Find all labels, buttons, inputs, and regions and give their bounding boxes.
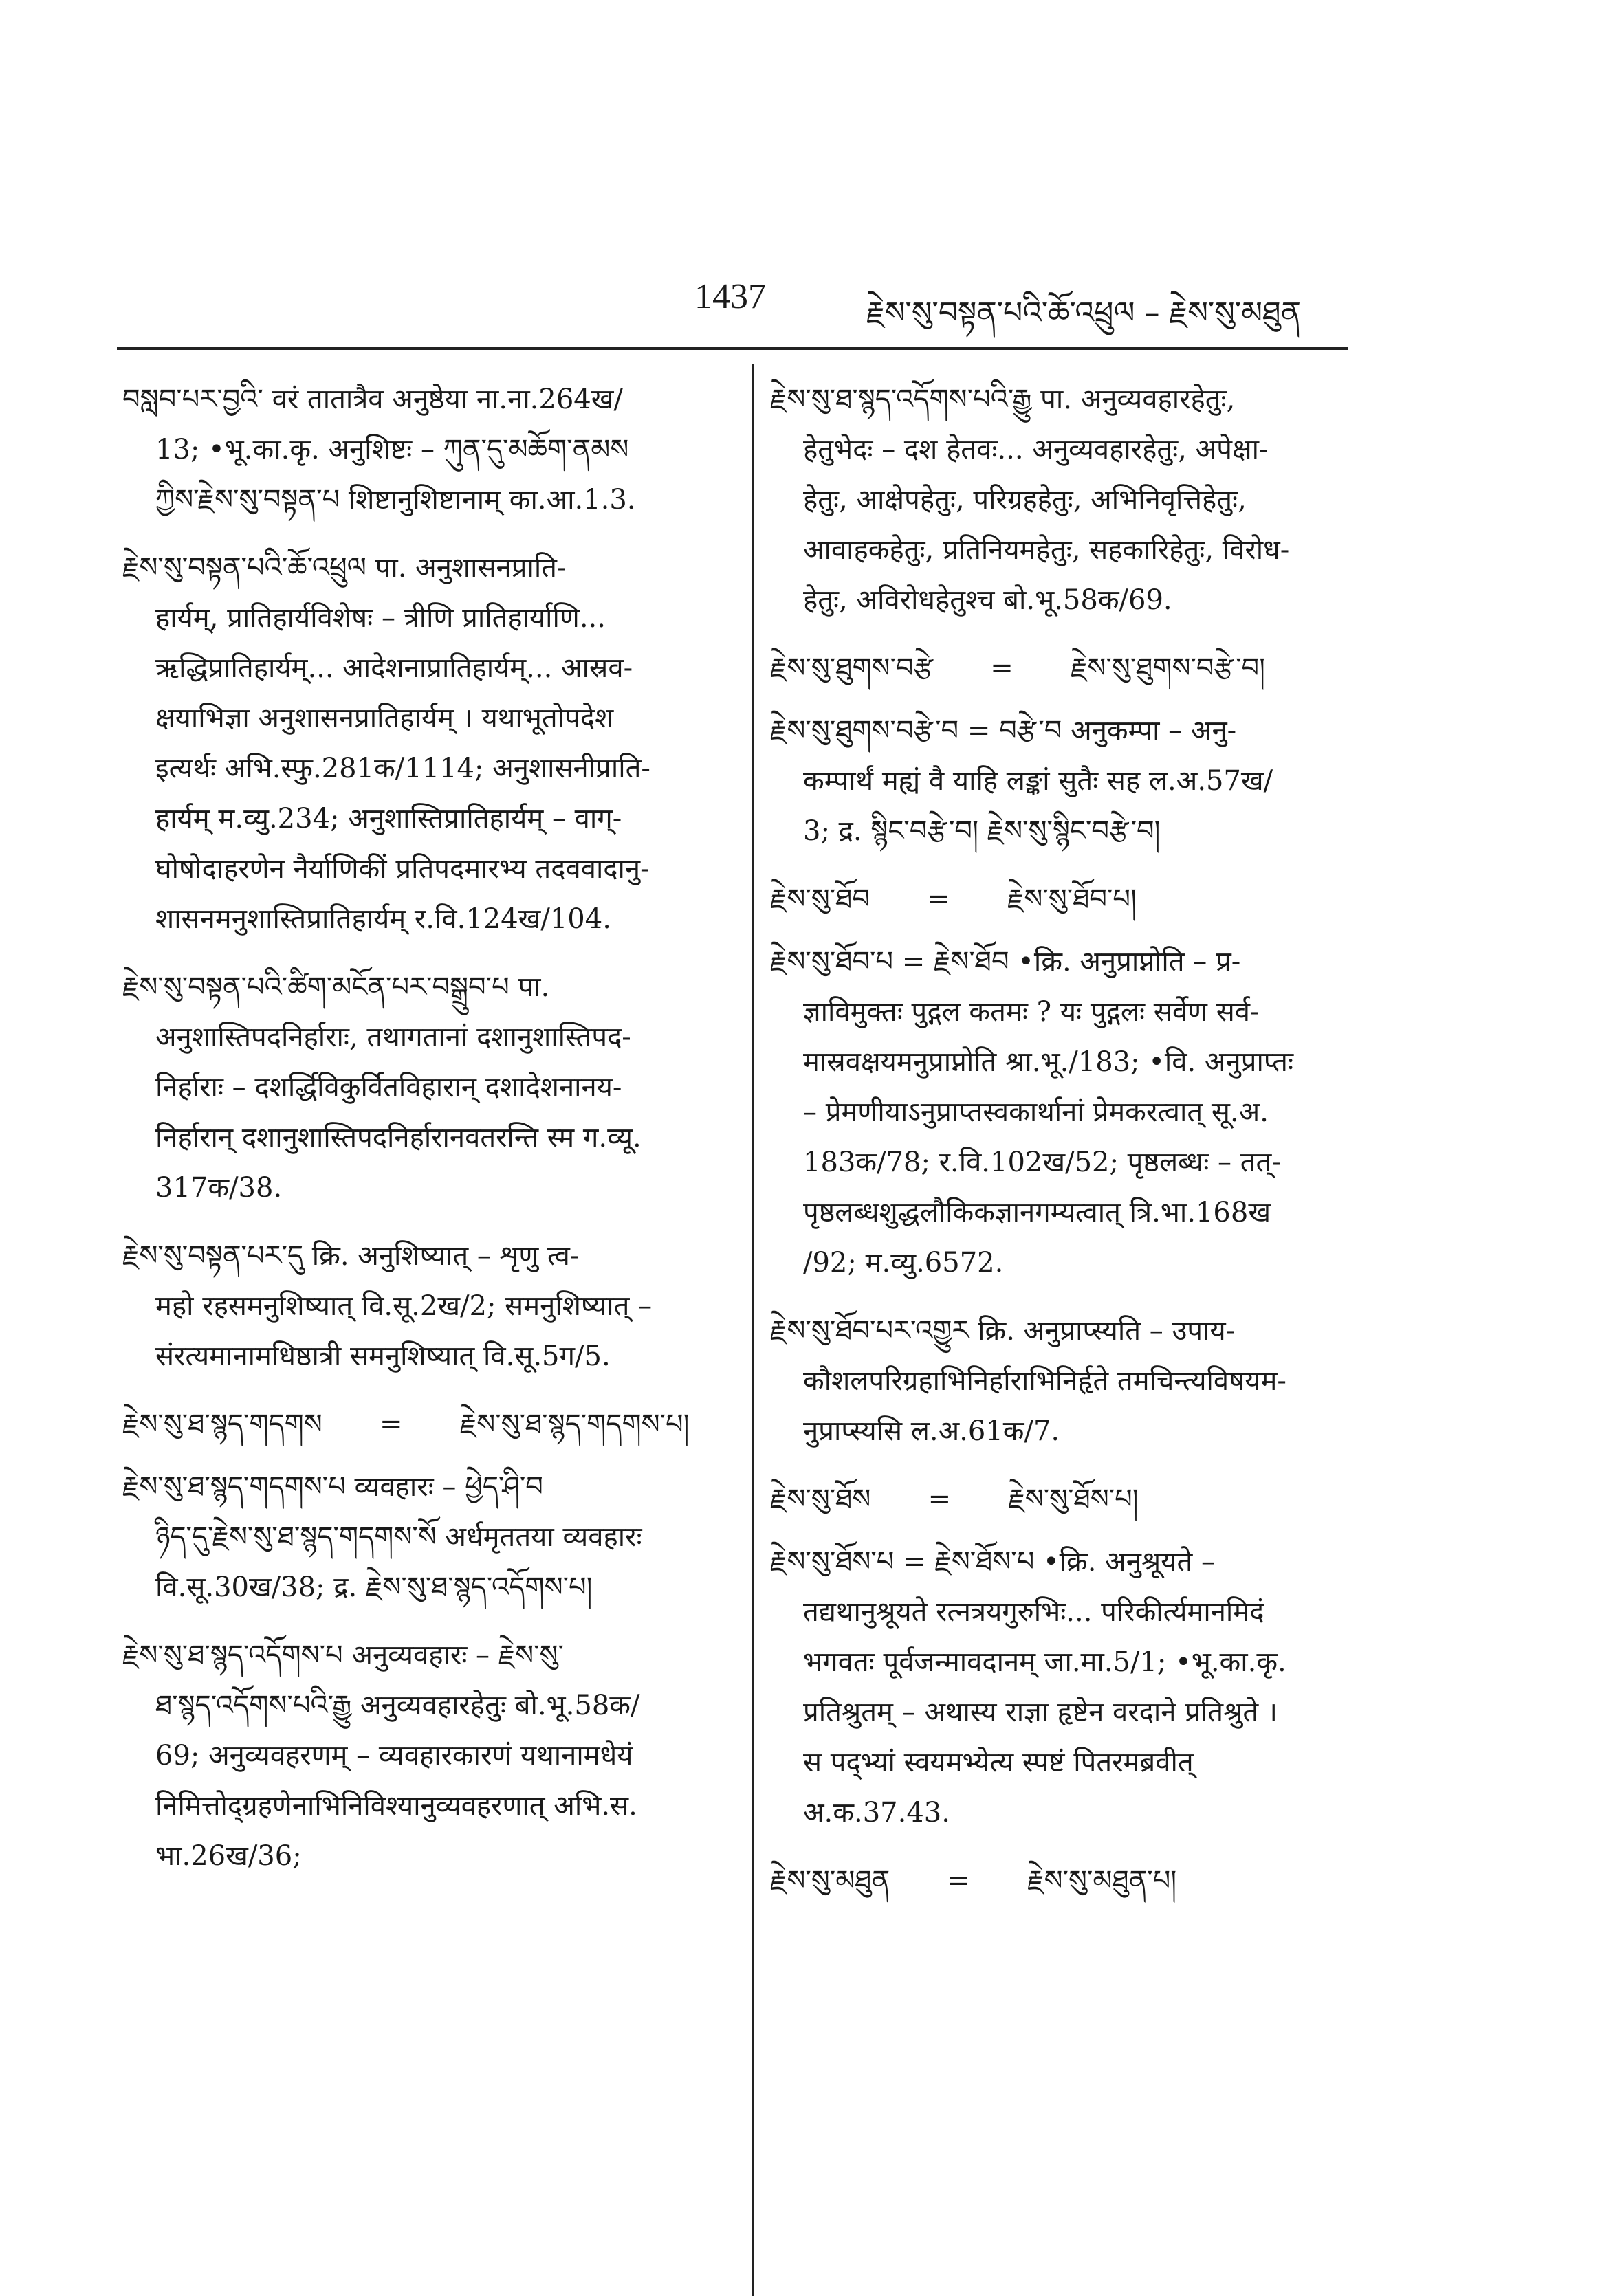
equals-sign: =: [947, 1865, 970, 1897]
entry-headword: རྗེས་སུ་ཐ་སྙད་གདགས: [122, 1409, 322, 1440]
entry-line: हेतुः, अविरोधहेतुश्च बो.भू.58क/69.: [803, 584, 1172, 616]
entry-first-line: བསླབ་པར་བྱའི་ वरं तातात्रैव अनुष्ठेया ना.ना.264ख/: [122, 384, 623, 415]
entry-line: 183क/78; र.वि.102ख/52; पृष्ठलब्धः – तत्-: [803, 1147, 1281, 1178]
entry-line: पृष्ठलब्धशुद्धलौकिकज्ञानगम्यत्वात् त्रि.भा.168ख: [803, 1197, 1271, 1228]
reference-target: རྗེས་སུ་ཐོབ་པ།: [1007, 883, 1137, 915]
entry-line: हेतुभेदः – दश हेतवः... अनुव्यवहारहेतुः, अपेक्षा-: [803, 434, 1269, 465]
entry-line: हेतुः, आक्षेपहेतुः, परिग्रहहेतुः, अभिनिवृत्तिहेतुः,: [803, 484, 1247, 516]
cross-reference-entry: [770, 874, 1368, 925]
entry-headword: རྗེས་སུ་ཐུགས་བརྩེ: [770, 652, 933, 684]
entry-line: 69; अनुव्यवहरणम् – व्यवहारकारणं यथानामधेयं: [155, 1740, 633, 1771]
column-divider: [752, 364, 754, 2296]
reference-target: རྗེས་སུ་ཐ་སྙད་གདགས་པ།: [459, 1409, 690, 1440]
left-column: [122, 375, 741, 1899]
entry-line: हार्यम्, प्रातिहार्यविशेषः – त्रीणि प्रातिहार्याणि...: [155, 602, 606, 634]
entry-first-line: རྗེས་སུ་ཐ་སྙད་གདགས་པ व्यवहारः – ཕྱེད་ཤི་བ: [122, 1471, 543, 1503]
entry-line: शासनमनुशास्तिप्रातिहार्यम् र.वि.124ख/104.: [155, 903, 611, 935]
entry-line: मास्रवक्षयमनुप्राप्नोति श्रा.भू./183; •वि. अनुप्राप्तः: [803, 1046, 1294, 1078]
cross-reference-entry: [770, 1856, 1368, 1906]
entry-line: ज्ञाविमुक्तः पुद्गल कतमः ? यः पुद्गलः सर्वेण सर्व-: [803, 996, 1260, 1028]
dictionary-entry: [122, 1631, 741, 1881]
entry-first-line: རྗེས་སུ་ཐུགས་བརྩེ་བ = བརྩེ་བ अनुकम्पा – अनु-: [770, 715, 1237, 747]
entry-first-line: རྗེས་སུ་ཐོབ་པར་འགྱུར क्रि. अनुप्राप्स्यति – उपाय-: [770, 1315, 1236, 1347]
reference-target: རྗེས་སུ་མཐུན་པ།: [1027, 1865, 1177, 1897]
entry-line: अ.क.37.43.: [803, 1797, 950, 1829]
entry-headword: རྗེས་སུ་ཐོས: [770, 1483, 871, 1515]
entry-line: निमित्तोद्ग्रहणेनाभिनिविश्यानुव्यवहरणात् अभि.स.: [155, 1790, 637, 1822]
dictionary-entry: [122, 375, 741, 525]
header-rule: [117, 347, 1348, 350]
page-number: 1437: [694, 277, 766, 316]
entry-line: कौशलपरिग्रहाभिनिर्हाराभिनिर्हृते तमचिन्त्यविषयम-: [803, 1365, 1286, 1397]
entry-line: ཀྱིས་རྗེས་སུ་བསྟན་པ शिष्टानुशिष्टानाम् का.आ.1.3.: [155, 484, 636, 516]
running-head: རྗེས་སུ་བསྟན་པའི་ཆོ་འཕྲུལ – རྗེས་སུ་མཐུན: [866, 296, 1301, 331]
entry-line: निर्हारान् दशानुशास्तिपदनिर्हारानवतरन्ति स्म ग.व्यू.: [155, 1122, 642, 1153]
entry-first-line: རྗེས་སུ་ཐོས་པ = རྗེས་ཐོས་པ •क्रि. अनुश्रूयते –: [770, 1546, 1215, 1578]
dictionary-entry: [770, 1306, 1368, 1457]
entry-line: तद्यथानुश्रूयते रत्नत्रयगुरुभिः... परिकीर्त्यमानमिदं: [803, 1596, 1264, 1628]
entry-line: घोषोदाहरणेन नैर्याणिकीं प्रतिपदमारभ्य तदववादानु-: [155, 853, 650, 885]
entry-line: 3; द्र. སྙིང་བརྩེ་བ། རྗེས་སུ་སྙིང་བརྩེ་བ།: [803, 815, 1161, 847]
entry-first-line: རྗེས་སུ་བསྟན་པར་དུ क्रि. अनुशिष्यात् – शृणु त्व-: [122, 1240, 580, 1272]
entry-line: स पद्भ्यां स्वयमभ्येत्य स्पष्टं पितरमब्रवीत्: [803, 1747, 1194, 1778]
entry-line: ऋद्धिप्रातिहार्यम्... आदेशनाप्रातिहार्यम्... आस्रव-: [155, 652, 633, 684]
reference-target: རྗེས་སུ་ཐུགས་བརྩེ་བ།: [1070, 652, 1266, 684]
dictionary-entry: [122, 1231, 741, 1382]
cross-reference-entry: [122, 1400, 741, 1450]
entry-line: /92; म.व्यु.6572.: [803, 1247, 1004, 1279]
entry-first-line: རྗེས་སུ་བསྟན་པའི་ཚིག་མངོན་པར་བསྒྲུབ་པ पा.: [122, 971, 550, 1003]
dictionary-entry: [770, 375, 1368, 626]
cross-reference-entry: [770, 1475, 1368, 1525]
equals-sign: =: [928, 1483, 952, 1515]
reference-target: རྗེས་སུ་ཐོས་པ།: [1008, 1483, 1139, 1515]
entry-line: इत्यर्थः अभि.स्फु.281क/1114; अनुशासनीप्राति-: [155, 753, 650, 784]
dictionary-entry: [770, 1537, 1368, 1838]
dictionary-entry: [770, 937, 1368, 1288]
cross-reference-entry: [770, 643, 1368, 694]
dictionary-entry: [122, 543, 741, 945]
entry-line: निर्हाराः – दशर्द्धिविकुर्वितविहारान् दशादेशनानय-: [155, 1072, 622, 1103]
entry-line: भगवतः पूर्वजन्मावदानम् जा.मा.5/1; •भू.का.कृ.: [803, 1646, 1286, 1678]
entry-line: आवाहकहेतुः, प्रतिनियमहेतुः, सहकारिहेतुः, विरोध-: [803, 534, 1290, 566]
entry-line: कम्पार्थं मह्यं वै याहि लङ्कां सुतैः सह ल.अ.57ख/: [803, 765, 1273, 797]
entry-line: प्रतिश्रुतम् – अथास्य राज्ञा हृष्टेन वरदाने प्रतिश्रुते ।: [803, 1697, 1278, 1728]
entry-line: नुप्राप्स्यसि ल.अ.61क/7.: [803, 1415, 1060, 1447]
entry-line: 317क/38.: [155, 1172, 283, 1204]
dictionary-entry: [122, 962, 741, 1213]
entry-first-line: རྗེས་སུ་ཐ་སྙད་འདོགས་པ अनुव्यवहारः – རྗེས་སུ་: [122, 1640, 564, 1671]
right-column: [770, 375, 1368, 1919]
entry-line: ཉིད་དུ་རྗེས་སུ་ཐ་སྙད་གདགས་སོ अर्धमृततया व्यवहारः: [155, 1521, 642, 1553]
equals-sign: =: [927, 883, 950, 915]
entry-headword: རྗེས་སུ་ཐོབ: [770, 883, 870, 915]
entry-line: 13; •भू.का.कृ. अनुशिष्टः – ཀུན་དུ་མཆོག་ནམས: [155, 434, 629, 465]
entry-line: वि.सू.30ख/38; द्र. རྗེས་སུ་ཐ་སྙད་འདོགས་པ།: [155, 1571, 593, 1603]
entry-line: हार्यम् म.व्यु.234; अनुशास्तिप्रातिहार्यम् – वाग्-: [155, 803, 622, 835]
page-header: [117, 261, 1348, 337]
entry-headword: རྗེས་སུ་མཐུན: [770, 1865, 890, 1897]
entry-line: महो रहसमनुशिष्यात् वि.सू.2ख/2; समनुशिष्यात् –: [155, 1290, 653, 1322]
entry-first-line: རྗེས་སུ་བསྟན་པའི་ཆོ་འཕྲུལ पा. अनुशासनप्राति-: [122, 552, 567, 584]
entry-first-line: རྗེས་སུ་ཐ་སྙད་འདོགས་པའི་རྒྱུ पा. अनुव्यवहारहेतुः,: [770, 384, 1236, 415]
equals-sign: =: [990, 652, 1013, 684]
entry-line: – प्रेमणीयाऽनुप्राप्तस्वकार्थानां प्रेमकरत्वात् सू.अ.: [803, 1096, 1269, 1128]
equals-sign: =: [380, 1409, 403, 1440]
entry-line: अनुशास्तिपदनिर्हाराः, तथागतानां दशानुशास्तिपद-: [155, 1022, 631, 1053]
entry-first-line: རྗེས་སུ་ཐོབ་པ = རྗེས་ཐོབ •क्रि. अनुप्राप्नोति – प्र-: [770, 946, 1241, 978]
dictionary-entry: [122, 1462, 741, 1613]
entry-line: क्षयाभिज्ञा अनुशासनप्रातिहार्यम् । यथाभूतोपदेश: [155, 703, 614, 734]
entry-line: भा.26ख/36;: [155, 1840, 302, 1872]
entry-line: संरत्यमानामधिष्ठात्री समनुशिष्यात् वि.सू.5ग/5.: [155, 1340, 611, 1372]
dictionary-entry: [770, 706, 1368, 857]
entry-line: ཐ་སྙད་འདོགས་པའི་རྒྱུ अनुव्यवहारहेतुः बो.भू.58क/: [155, 1690, 640, 1721]
